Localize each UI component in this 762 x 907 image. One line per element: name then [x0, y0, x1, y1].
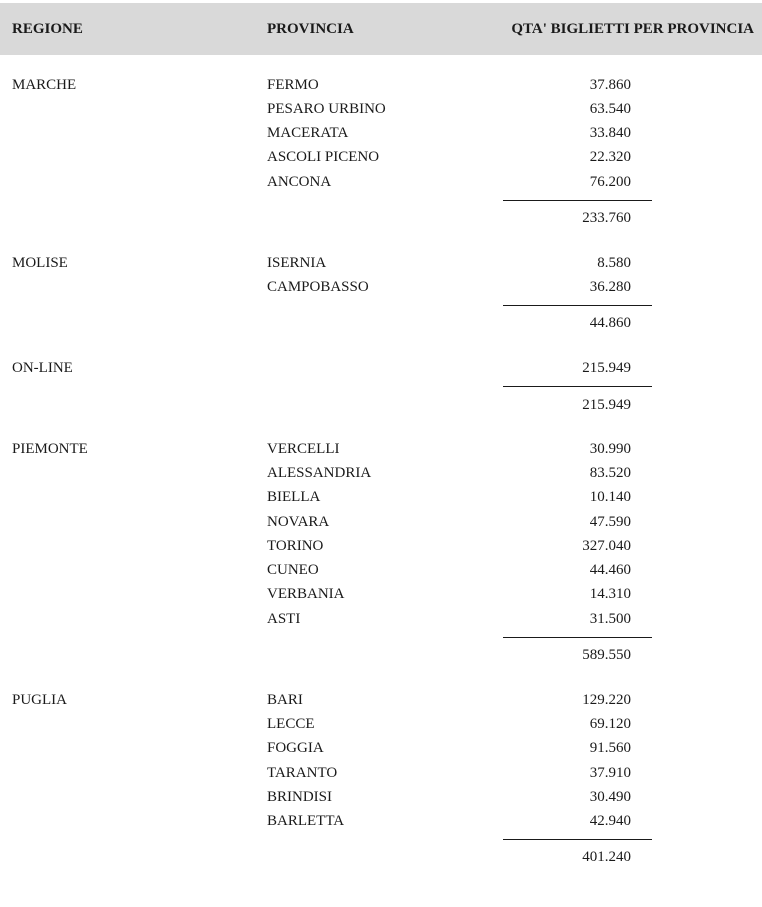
province-cell: ISERNIA: [267, 255, 327, 271]
qty-cell: 30.990: [589, 441, 631, 457]
province-cell: ANCONA: [267, 174, 332, 190]
qty-cell: 30.490: [589, 789, 631, 805]
qty-cell: 69.120: [589, 716, 631, 732]
region-label: PUGLIA: [12, 692, 67, 708]
province-cell: NOVARA: [267, 514, 330, 530]
table-header: [0, 3, 762, 55]
qty-cell: 37.910: [589, 765, 631, 781]
province-cell: FERMO: [267, 77, 319, 93]
qty-cell: 10.140: [589, 489, 631, 505]
province-cell: CAMPOBASSO: [267, 279, 369, 295]
province-cell: PESARO URBINO: [267, 101, 386, 117]
qty-cell: 47.590: [589, 514, 631, 530]
region-label: ON-LINE: [12, 360, 73, 376]
subtotal-cell: 401.240: [582, 849, 631, 865]
qty-cell: 327.040: [582, 538, 631, 554]
qty-cell: 14.310: [589, 586, 631, 602]
qty-cell: 37.860: [589, 77, 631, 93]
province-cell: TORINO: [267, 538, 324, 554]
subtotal-rule: [503, 637, 652, 638]
province-cell: VERBANIA: [267, 586, 345, 602]
qty-cell: 44.460: [589, 562, 631, 578]
subtotal-cell: 215.949: [582, 397, 631, 413]
subtotal-cell: 589.550: [582, 647, 631, 663]
qty-cell: 91.560: [589, 740, 631, 756]
header-regione: REGIONE: [12, 21, 83, 37]
qty-cell: 129.220: [582, 692, 631, 708]
qty-cell: 31.500: [589, 611, 631, 627]
qty-cell: 215.949: [582, 360, 631, 376]
province-cell: BARLETTA: [267, 813, 345, 829]
region-label: PIEMONTE: [12, 441, 88, 457]
qty-cell: 33.840: [589, 125, 631, 141]
header-provincia: PROVINCIA: [267, 21, 354, 37]
province-cell: TARANTO: [267, 765, 338, 781]
subtotal-rule: [503, 839, 652, 840]
qty-cell: 8.580: [597, 255, 631, 271]
province-cell: BARI: [267, 692, 303, 708]
header-qta: QTA' BIGLIETTI PER PROVINCIA: [511, 21, 754, 37]
qty-cell: 76.200: [589, 174, 631, 190]
province-cell: LECCE: [267, 716, 315, 732]
region-label: MARCHE: [12, 77, 77, 93]
subtotal-rule: [503, 305, 652, 306]
region-label: MOLISE: [12, 255, 68, 271]
subtotal-rule: [503, 386, 652, 387]
province-cell: CUNEO: [267, 562, 319, 578]
qty-cell: 22.320: [589, 149, 631, 165]
subtotal-cell: 44.860: [589, 315, 631, 331]
province-cell: BRINDISI: [267, 789, 333, 805]
qty-cell: 42.940: [589, 813, 631, 829]
province-cell: ALESSANDRIA: [267, 465, 372, 481]
province-cell: VERCELLI: [267, 441, 340, 457]
province-cell: BIELLA: [267, 489, 321, 505]
province-cell: FOGGIA: [267, 740, 324, 756]
qty-cell: 63.540: [589, 101, 631, 117]
qty-cell: 36.280: [589, 279, 631, 295]
province-cell: ASCOLI PICENO: [267, 149, 380, 165]
province-cell: MACERATA: [267, 125, 349, 141]
subtotal-cell: 233.760: [582, 210, 631, 226]
province-cell: ASTI: [267, 611, 301, 627]
qty-cell: 83.520: [589, 465, 631, 481]
subtotal-rule: [503, 200, 652, 201]
